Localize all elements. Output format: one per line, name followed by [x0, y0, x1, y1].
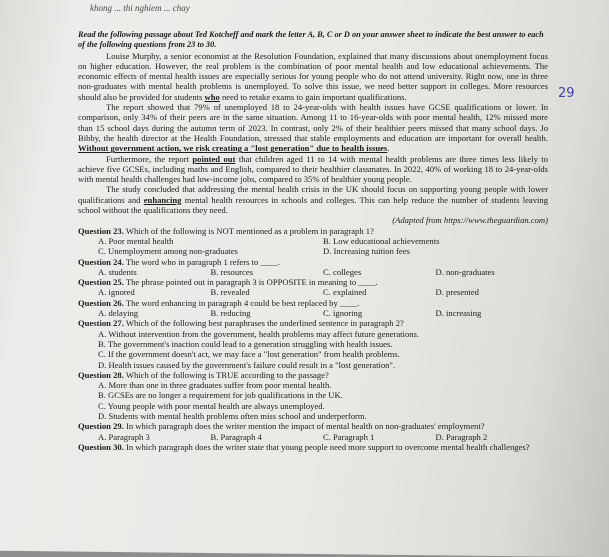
question-label: Question 29.	[78, 421, 124, 432]
answer-option-d[interactable]: D. Paragraph 2	[435, 431, 488, 442]
answer-option-a[interactable]: A. ignored	[98, 287, 135, 298]
question-prompt: In which paragraph does the writer state that young people need more support to overcome mental health challenges?	[126, 441, 530, 452]
answer-option-d[interactable]: D. Increasing tuition fees	[323, 246, 410, 257]
question-text	[78, 370, 548, 380]
question-prompt: In which paragraph does the writer mention the impact of mental health on non-graduates' employment?	[126, 421, 485, 432]
paragraph-4	[78, 184, 548, 215]
answer-options	[78, 236, 548, 257]
answer-option-d[interactable]: D. Students with mental health problems often miss school and underperform.	[98, 410, 367, 421]
question-label: Question 24.	[78, 256, 124, 267]
underlined-text: Without government action, we risk creating a "lost generation" due to health issues	[78, 143, 388, 154]
question-prompt: The phrase pointed out in paragraph 3 is OPPOSITE in meaning to ____.	[125, 277, 378, 288]
question-text	[78, 298, 548, 308]
answer-options	[78, 267, 548, 277]
question-label: Question 30.	[78, 441, 124, 452]
question-prompt: The word who in paragraph 1 refers to ____.	[125, 256, 280, 267]
paragraph-text: Louise Murphy, a senior economist at the Resolution Foundation, explained that many discussions about unemployment focus on higher education. However, the real problem is the combination of poor mental health and low educational achievements. The economic effects of mental health issues are especially serious for young people who do not attend university. Right now, one in three non-graduates with mental health problems is unemployed. To solve this issue, we need better support in colleges. More resources should also be provided for students	[78, 50, 548, 102]
question-prompt: Which of the following is NOT mentioned as a problem in paragraph 1?	[125, 225, 374, 236]
answer-option-a[interactable]: A. Paragraph 3	[98, 431, 150, 442]
paragraph-text: Furthermore, the report	[106, 153, 193, 164]
answer-options	[78, 432, 548, 442]
answer-option-d[interactable]: D. Health issues caused by the government's failure could result in a "lost generation".	[98, 359, 396, 370]
question-text	[78, 442, 548, 452]
answer-option-c[interactable]: C. colleges	[323, 266, 362, 277]
question-label: Question 23.	[78, 225, 124, 236]
answer-option-d[interactable]: D. non-graduates	[435, 266, 495, 277]
paragraph-text: The report showed that 79% of unemployed 18 to 24-year-olds with health issues have GCSE qualifications or lower. In comparison, only 34% of their peers are in the same situation. Among 11 to 16-year-olds with poor mental health, 12% missed more than 15 school days during the autumn term of 2023. In contrast, only 2% of their healthier peers missed that many school days. Jo Bibby, the health director at the Health Foundation, stressed that stable employments and education are important for overall health.	[78, 102, 548, 143]
question-29	[78, 421, 548, 442]
paragraph-text: that children aged 11 to 14 with mental health problems are three times less likely to achieve five GCSEs, including maths and English, compared to their healthier classmates. In 2022, 40% of working 18 to 24-year-olds with mental health challenges had low-income jobs, compared to 35% of healthier young people.	[78, 153, 548, 185]
answer-option-b[interactable]: B. The government's inaction could lead to a generation struggling with health issues.	[98, 338, 393, 349]
questions	[78, 226, 548, 453]
question-label: Question 27.	[78, 318, 124, 329]
handwritten-note: 29	[558, 86, 575, 101]
answer-options	[78, 287, 548, 297]
question-text	[78, 257, 548, 267]
answer-option-b[interactable]: B. Paragraph 4	[210, 431, 262, 442]
question-label: Question 26.	[78, 297, 124, 308]
question-prompt: Which of the following is TRUE according to the passage?	[125, 369, 329, 380]
question-prompt: The word enhancing in paragraph 4 could be best replaced by ____.	[125, 297, 360, 308]
underlined-text: enhancing	[143, 194, 182, 205]
passage	[78, 51, 548, 216]
answer-option-c[interactable]: C. ignoring	[323, 308, 363, 319]
paragraph-1	[78, 51, 548, 102]
paragraph-3	[78, 154, 548, 185]
answer-option-b[interactable]: B. GCSEs are no longer a requirement for job qualifications in the UK.	[98, 390, 343, 401]
paragraph-text: The study concluded that addressing the mental health crisis in the UK should focus on supporting young people with lower qualifications and	[78, 184, 548, 205]
question-24	[78, 257, 548, 278]
instruction: Read the following passage about Ted Kotcheff and mark the letter A, B, C or D on your answer sheet to indicate the best answer to each of the following questions from 23 to 30.	[78, 30, 544, 50]
question-26	[78, 298, 548, 319]
exam-content	[78, 30, 548, 452]
paragraph-text: need to retake exams to gain important qualifications.	[219, 91, 407, 102]
bleed-through-text: khong ... thi nghiem ... chay	[90, 3, 190, 13]
underlined-text: who	[204, 91, 220, 102]
answer-option-d[interactable]: D. increasing	[435, 308, 482, 319]
question-28	[78, 370, 548, 421]
answer-option-a[interactable]: A. delaying	[98, 308, 139, 319]
answer-option-b[interactable]: B. Low educational achievements	[323, 235, 440, 246]
paragraph-text: mental health resources in schools and colleges. This can help reduce the number of students leaving school without the qualifications they need.	[78, 194, 548, 216]
question-label: Question 25.	[78, 277, 124, 288]
question-text	[78, 318, 548, 328]
question-label: Question 28.	[78, 369, 124, 380]
question-text	[78, 226, 548, 236]
answer-option-c[interactable]: C. If the government doesn't act, we may face a "lost generation" from health problems.	[98, 349, 400, 360]
paragraph-text: .	[387, 143, 390, 154]
question-prompt: Which of the following best paraphrases the underlined sentence in paragraph 2?	[125, 318, 404, 329]
source-citation: (Adapted from https://www.theguardian.com)	[392, 215, 548, 226]
answer-option-c[interactable]: C. Young people with poor mental health are always unemployed.	[98, 400, 325, 411]
answer-options	[78, 308, 548, 318]
answer-option-c[interactable]: C. explained	[323, 287, 367, 298]
answer-option-a[interactable]: A. Without intervention from the government, health problems may affect future generations.	[98, 328, 420, 339]
answer-option-c[interactable]: C. Unemployment among non-graduates	[98, 246, 238, 257]
question-30	[78, 442, 548, 452]
question-text	[78, 421, 548, 431]
question-text	[78, 277, 548, 287]
answer-option-c[interactable]: C. Paragraph 1	[323, 431, 375, 442]
answer-options	[78, 380, 548, 421]
answer-option-a[interactable]: A. More than one in three graduates suffer from poor mental health.	[98, 380, 332, 391]
answer-option-b[interactable]: B. reducing	[210, 308, 251, 319]
question-27	[78, 318, 548, 369]
question-25	[78, 277, 548, 298]
paragraph-2	[78, 102, 548, 153]
answer-options	[78, 329, 548, 370]
answer-option-a[interactable]: A. students	[98, 266, 137, 277]
answer-option-a[interactable]: A. Poor mental health	[98, 235, 174, 246]
answer-option-b[interactable]: B. revealed	[210, 287, 250, 298]
answer-option-b[interactable]: B. resources	[210, 266, 253, 277]
answer-option-d[interactable]: D. presented	[435, 287, 479, 298]
underlined-text: pointed out	[192, 153, 236, 164]
question-23	[78, 226, 548, 257]
